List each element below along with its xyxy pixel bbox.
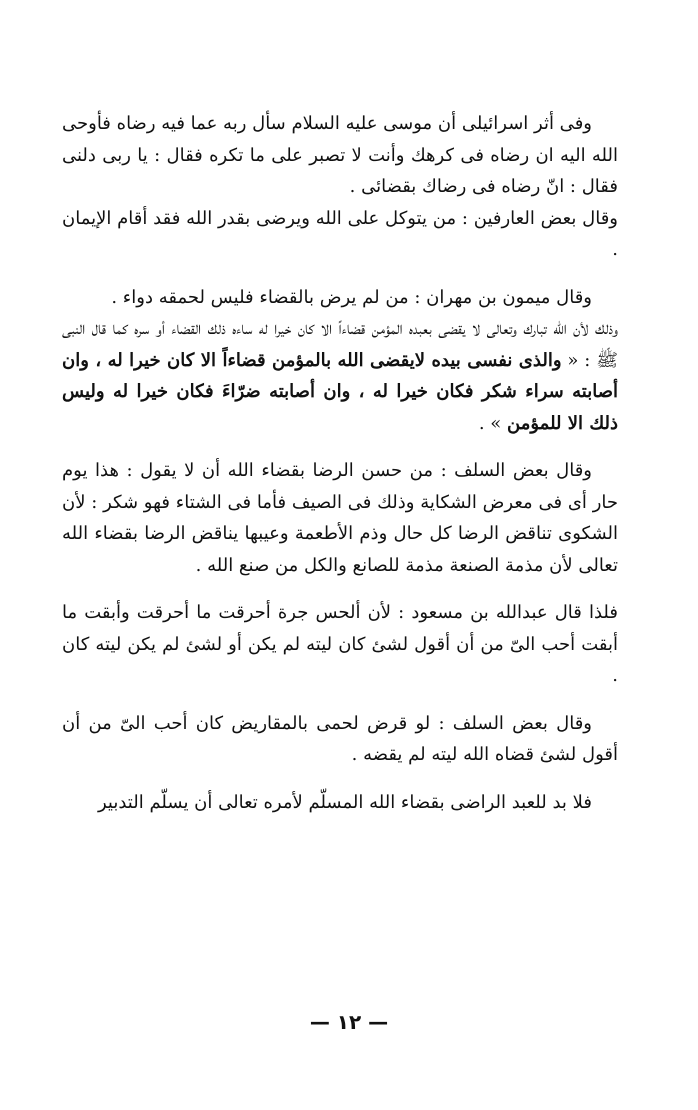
paragraph-salaf-heat [62, 455, 618, 581]
paragraph-arifin-saying [62, 203, 618, 266]
page-body [62, 108, 618, 818]
paragraph-text: وذلك لأن الله تبارك وتعالى لا يقضى بعبده المؤمن قضاءاً الا كان خيرا له ساءه ذلك القضاء أو سره كما قال النبى ﷺ : « [62, 318, 618, 371]
paragraph-text: وقال بعض السلف : لو قرض لحمى بالمقاريض كان أحب الىّ من أن أقول لشئ قضاه الله ليته لم يقضه . [62, 712, 618, 765]
paragraph-text: فلذا قال عبدالله بن مسعود : لأن ألحس جرة أحرقت ما أحرقت وأبقت ما أبقت أحب الىّ من أن أقول لشئ كان ليته لم يكن أو لشئ لم يكن ليته كان . [62, 602, 618, 686]
paragraph-conclusion [62, 787, 618, 819]
paragraph-salaf-scissors [62, 708, 618, 771]
paragraph-text: وقال بعض العارفين : من يتوكل على الله ويرضى بقدر الله فقد أقام الإيمان . [62, 207, 618, 260]
paragraph-text: » . [478, 412, 508, 434]
paragraph-ibn-masud [62, 597, 618, 692]
paragraph-text: وقال ميمون بن مهران : من لم يرض بالقضاء فليس لحمقه دواء . [111, 286, 592, 308]
hadith-quote: والذى نفسى بيده لايقضى الله بالمؤمن قضاءاً الا كان خيرا له ، وان أصابته سراء شكر فكان خيرا له ، وان أصابته ضرّاءَ فكان خيرا له وليس ذلك الا للمؤمن [62, 349, 618, 434]
paragraph-text: وفى أثر اسرائيلى أن موسى عليه السلام سأل ربه عما فيه رضاه فأوحى الله اليه ان رضاه فى كرهك وأنت لا تصبر على ما تكره فقال : يا ربى دلنى فقال : انّ رضاه فى رضاك بقضائى . [62, 113, 618, 197]
paragraph-maymun-saying [62, 282, 618, 314]
paragraph-text: وقال بعض السلف : من حسن الرضا بقضاء الله أن لا يقول : هذا يوم حار أى فى معرض الشكاية وذلك فى الصيف فأما فى الشتاء فهو شكر : لأن الشكوى تناقض الرضا كل حال وذم الأطعمة وعيبها يناقض الرضا بقضاء الله تعالى لأن مذمة الصنعة مذمة للصانع والكل من صنع الله . [62, 460, 618, 576]
page-number: — ١٢ — [309, 1010, 389, 1034]
paragraph-moses-narration [62, 108, 618, 203]
paragraph-hadith [62, 313, 618, 439]
paragraph-text: فلا بد للعبد الراضى بقضاء الله المسلّم لأمره تعالى أن يسلّم التدبير [97, 791, 592, 813]
